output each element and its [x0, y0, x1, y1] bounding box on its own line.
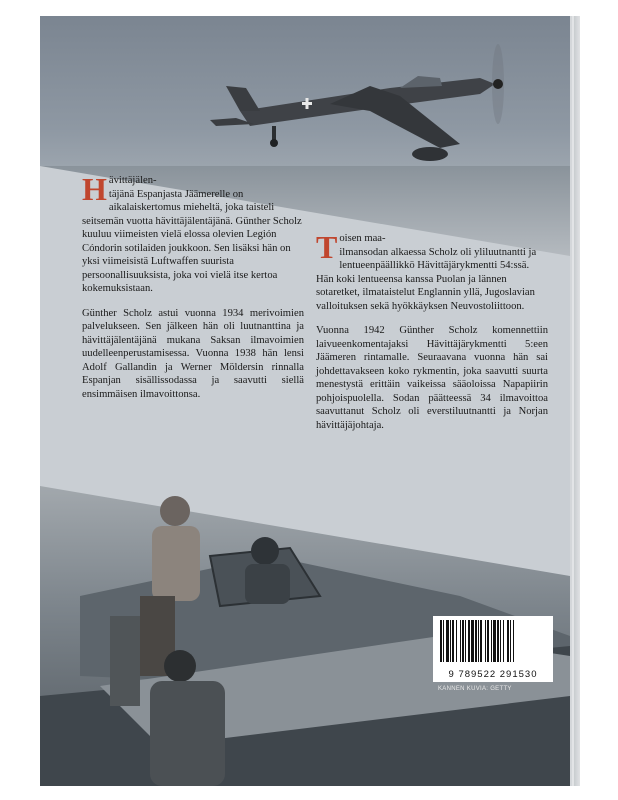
right-text-column	[316, 229, 548, 443]
barcode-bar	[446, 620, 449, 662]
book-spine	[570, 16, 580, 786]
barcode-bar	[478, 620, 479, 662]
barcode-bar	[513, 620, 514, 662]
barcode-bar	[456, 620, 457, 662]
left-paragraph-2: Günther Scholz astui vuonna 1934 merivoimien palvelukseen. Sen jälkeen hän oli luutnanttina ja hävittäjälentäjänä mukana Saksan ilmavoimien uudelleenperustamisessa. Vuonna 1938 hän lensi Adolf Gallandin ja Werner Möldersin rinnalla Espanjan sisällissodassa ja saavutti siellä ensimmäisen ilmavoittonsa.	[82, 307, 304, 400]
barcode-bar	[493, 620, 496, 662]
barcode-bar	[452, 620, 454, 662]
isbn-barcode	[433, 616, 553, 682]
right-paragraph-2: Vuonna 1942 Günther Scholz komennettiin laivueenkomentajaksi Hävittäjärykmentti 5:een Jäämeren rintamalle. Seuraavana vuonna hän sai johdettavakseen koko rykmentin, joka saavutti suurta menestystä erittäin vaikeissa sääoloissa Napapiirin pohjoispuolella. Sodan päätteessä 34 ilmavoittoa saavuttanut Scholz oli everstiluutnantti ja Norjan hävittäjäjohtaja.	[316, 325, 548, 431]
cover-credit: KANNEN KUVIA: GETTY	[438, 686, 512, 692]
barcode-bar	[465, 620, 466, 662]
book-back-cover	[40, 16, 570, 786]
barcode-bar	[462, 620, 464, 662]
barcode-bar	[460, 620, 461, 662]
paragraph-text: oisen maa- ilmansodan alkaessa Scholz oli yliluutnantti ja lentueenpäällikkö Hävittäjärykmentti 54:ssä. Hän koki lentueensa kanssa Puolan ja lännen sotaretket, ilmataistelut Englannin yllä, Jugoslavian valloituksen sekä hyökkäyksen Neuvostoliittoon.	[316, 233, 537, 312]
barcode-bar	[497, 620, 499, 662]
barcode-digits: 9 789522 291530	[448, 669, 538, 680]
barcode-bar	[475, 620, 477, 662]
left-text-column	[82, 171, 304, 412]
barcode-icon	[438, 620, 548, 664]
barcode-bar	[440, 620, 442, 662]
left-paragraph-1	[82, 171, 304, 296]
barcode-bar	[480, 620, 482, 662]
paragraph-text: ävittäjälen- täjänä Espanjasta Jäämerelle on aikalaiskertomus mieheltä, joka taisteli seitsemän vuotta hävittäjälentäjänä. Günther Scholz kuuluu viimeisten vielä elossa olevien Legión Cóndorin sotilaiden joukkoon. Sen lisäksi hän on yksi viimeisistä Luftwaffen suurista persoonallisuuksista, joka voi vielä itse kertoa kokemuksistaan.	[82, 175, 302, 294]
barcode-bar	[468, 620, 470, 662]
barcode-bar	[510, 620, 511, 662]
barcode-bar	[471, 620, 474, 662]
right-paragraph-1	[316, 229, 548, 313]
barcode-bar	[485, 620, 486, 662]
barcode-bar	[507, 620, 509, 662]
barcode-bar	[503, 620, 504, 662]
dropcap-letter: H	[82, 171, 107, 207]
barcode-bar	[487, 620, 489, 662]
barcode-bar	[443, 620, 444, 662]
barcode-bar	[450, 620, 451, 662]
barcode-bar	[491, 620, 492, 662]
barcode-bar	[500, 620, 501, 662]
dropcap-letter: T	[316, 229, 338, 265]
